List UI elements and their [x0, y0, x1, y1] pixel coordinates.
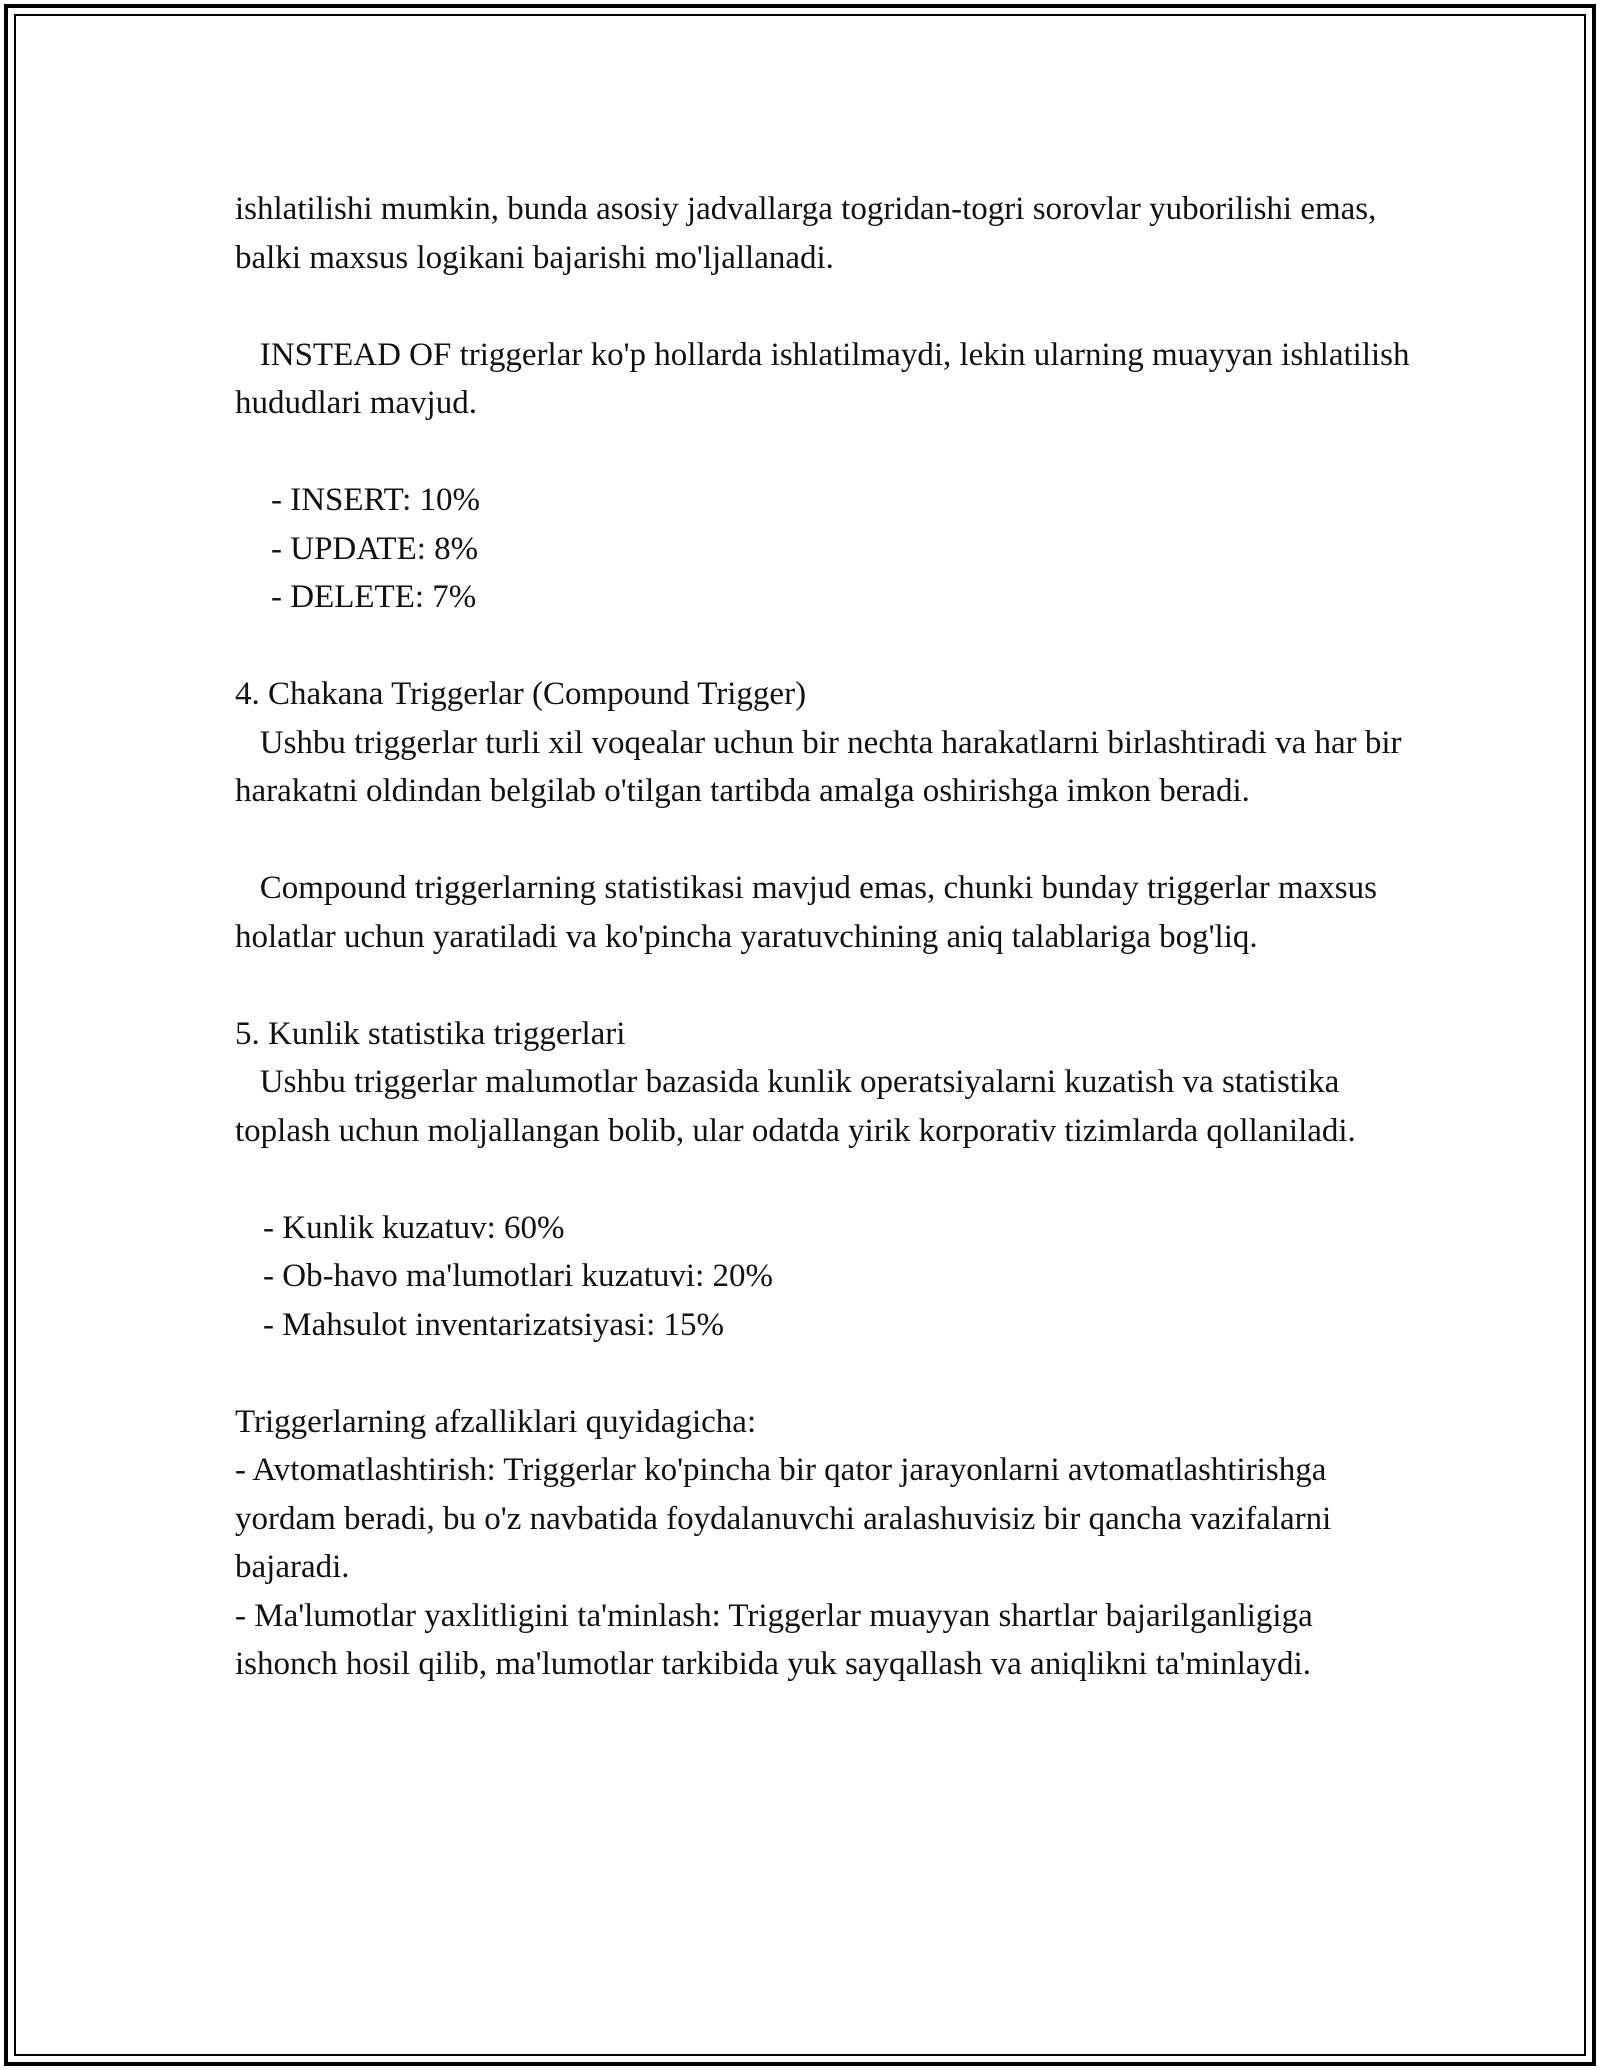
section-4-note: Compound triggerlarning statistikasi mavjud emas, chunki bunday triggerlar maxsus holatlar uchun yaratiladi va ko'pincha yaratuvchining aniq talablariga bog'liq. [235, 870, 1386, 955]
instead-of-stats-list [235, 476, 1415, 622]
paragraph-instead-of: INSTEAD OF triggerlar ko'p hollarda ishlatilmaydi, lekin ularning muayyan ishlatilish hududlari mavjud. [235, 336, 1418, 421]
advantages-heading: Triggerlarning afzalliklari quyidagicha: [235, 1403, 757, 1440]
paragraph-gap [235, 622, 1415, 671]
list-item: - UPDATE: 8% [271, 530, 479, 567]
section-5-body: Ushbu triggerlar malumotlar bazasida kunlik operatsiyalarni kuzatish va statistika toplash uchun moljallangan bolib, ular odatda yirik korporativ tizimlarda qollaniladi. [235, 1064, 1356, 1149]
section-4-heading: 4. Chakana Triggerlar (Compound Trigger) [235, 676, 807, 712]
list-item: - Kunlik kuzatuv: 60% [263, 1209, 565, 1246]
advantage-item-automation: - Avtomatlashtirish: Triggerlar ko'pincha bir qator jarayonlarni avtomatlashtirishga yordam beradi, bu o'z navbatida foydalanuvchi aralashuvisiz bir qancha vazifalarni bajaradi. [235, 1452, 1340, 1585]
paragraph-gap [235, 428, 1415, 477]
paragraph-gap [235, 1349, 1415, 1398]
list-item: - Mahsulot inventarizatsiyasi: 15% [263, 1306, 724, 1343]
paragraph-gap [235, 961, 1415, 1010]
list-item: - Ob-havo ma'lumotlari kuzatuvi: 20% [263, 1258, 773, 1294]
section-5-heading: 5. Kunlik statistika triggerlari [235, 1015, 626, 1052]
section-4-body: Ushbu triggerlar turli xil voqealar uchun bir nechta harakatlarni birlashtiradi va har bir harakatni oldindan belgilab o'tilgan tartibda amalga oshirishga imkon beradi. [235, 724, 1410, 809]
paragraph-gap [235, 1155, 1415, 1204]
daily-stats-list [235, 1204, 1415, 1350]
document-body [235, 185, 1418, 1689]
paragraph-gap [235, 816, 1415, 865]
list-item: - DELETE: 7% [271, 579, 477, 615]
paragraph-gap [235, 282, 1415, 331]
advantage-item-integrity: - Ma'lumotlar yaxlitligini ta'minlash: Triggerlar muayyan shartlar bajarilganligiga ishonch hosil qilib, ma'lumotlar tarkibida yuk sayqallash va aniqlikni ta'minlaydi. [235, 1597, 1321, 1682]
list-item: - INSERT: 10% [271, 482, 481, 518]
paragraph-continuation: ishlatilishi mumkin, bunda asosiy jadvallarga togridan-togri sorovlar yuborilishi emas, balki maxsus logikani bajarishi mo'ljallanadi. [235, 191, 1385, 276]
